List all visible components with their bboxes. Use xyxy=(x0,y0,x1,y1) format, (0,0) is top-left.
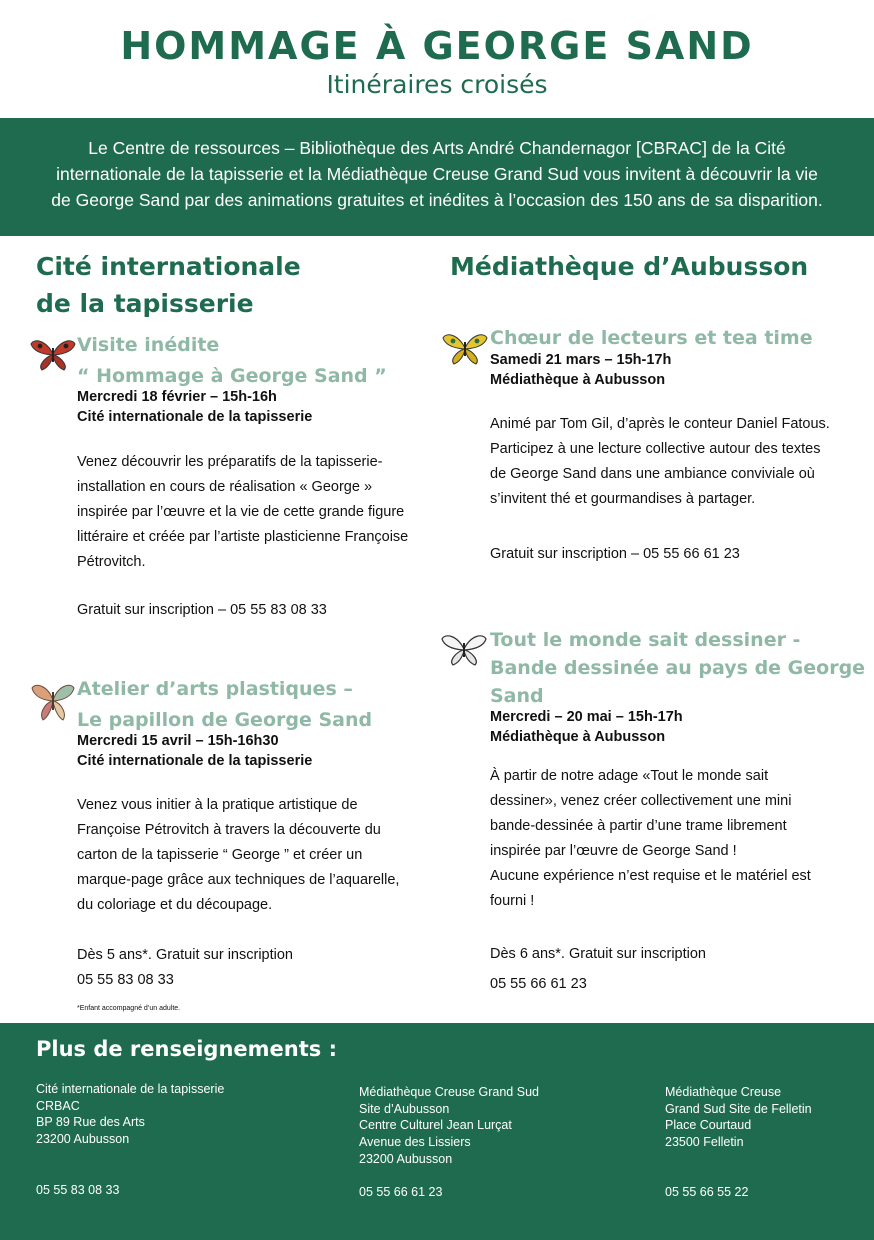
event-title-line: Bande dessinée au pays de George xyxy=(490,657,866,679)
event-title-line: Visite inédite xyxy=(77,334,220,356)
event-title-line: “ Hommage à George Sand ” xyxy=(77,365,387,387)
left-column-title-line: de la tapisserie xyxy=(36,289,254,318)
event-title xyxy=(77,675,372,735)
event-place: Cité internationale de la tapisserie xyxy=(77,409,313,425)
footer xyxy=(0,1023,874,1240)
event-place: Cité internationale de la tapisserie xyxy=(77,753,313,769)
left-column-title-line: Cité internationale xyxy=(36,252,301,281)
red-butterfly-icon xyxy=(30,336,76,372)
event-info xyxy=(77,598,327,623)
address-line: 23200 Aubusson xyxy=(36,1132,130,1147)
page-subtitle: Itinéraires croisés xyxy=(326,70,548,99)
event-description-line: Aucune expérience n’est requise et le matériel est xyxy=(490,868,811,884)
address-line: Centre Culturel Jean Lurçat xyxy=(359,1118,512,1133)
address-line: Place Courtaud xyxy=(665,1118,752,1133)
address-phone: 05 55 66 55 22 xyxy=(665,1185,749,1199)
address-line: Grand Sud Site de Felletin xyxy=(665,1101,812,1116)
event-description xyxy=(490,412,830,512)
event-description-line: fourni ! xyxy=(490,893,535,909)
event-date: Mercredi 15 avril – 15h-16h30 xyxy=(77,733,279,749)
event-description-line: s’invitent thé et gourmandises à partager. xyxy=(490,491,756,507)
event-meta xyxy=(77,387,312,427)
event-meta xyxy=(77,731,312,771)
event-description-line: Venez découvrir les préparatifs de la tapisserie- xyxy=(77,454,383,470)
event-title-line: Atelier d’arts plastiques – xyxy=(77,678,353,700)
event-info xyxy=(490,939,706,999)
event-description xyxy=(77,793,399,918)
event-description-line: carton de la tapisserie “ George ” et créer un xyxy=(77,847,363,863)
address-block xyxy=(36,1081,224,1148)
address-line: Médiathèque Creuse Grand Sud xyxy=(359,1085,539,1099)
address-line: Site d’Aubusson xyxy=(359,1101,450,1116)
event-description-line: Venez vous initier à la pratique artistique de xyxy=(77,797,358,813)
address-line: Cité internationale de la tapisserie xyxy=(36,1082,225,1096)
address-phone: 05 55 66 61 23 xyxy=(359,1185,443,1199)
address-line: Avenue des Lissiers xyxy=(359,1135,471,1150)
event-info-line: 05 55 83 08 33 xyxy=(77,972,174,988)
event-description xyxy=(490,764,811,914)
page-title: HOMMAGE À GEORGE SAND xyxy=(120,24,754,68)
event-description-line: marque-page grâce aux techniques de l’aquarelle, xyxy=(77,872,400,888)
intro-line: internationale de la tapisserie et la Médiathèque Creuse Grand Sud vous invitent à découvrir la vie xyxy=(56,164,818,184)
address-line: 23500 Felletin xyxy=(665,1135,744,1150)
event-info xyxy=(490,542,740,567)
event-description-line: du coloriage et du découpage. xyxy=(77,897,273,913)
event-title xyxy=(490,324,813,353)
event-info-line: 05 55 66 61 23 xyxy=(490,976,587,992)
footnote: *Enfant accompagné d’un adulte. xyxy=(77,1005,181,1012)
right-column-title: Médiathèque d’Aubusson xyxy=(450,252,809,281)
event-description-line: inspirée par l’œuvre et la vie de cette grande figure xyxy=(77,504,405,520)
footer-title: Plus de renseignements : xyxy=(36,1037,337,1061)
event-description-line: littéraire et créée par l’artiste plasticienne Françoise xyxy=(77,529,409,545)
event-info-line: Dès 6 ans*. Gratuit sur inscription xyxy=(490,946,706,962)
event-description-line: dessiner», venez créer collectivement une mini xyxy=(490,793,792,809)
event-title-line: Sand xyxy=(490,685,544,707)
event-description-line: Participez à une lecture collective autour des textes xyxy=(490,441,821,457)
intro-band xyxy=(0,118,874,236)
yellow-butterfly-icon xyxy=(442,330,488,366)
address-line: BP 89 Rue des Arts xyxy=(36,1115,145,1130)
watercolor-butterfly-icon xyxy=(30,680,76,722)
event-title xyxy=(77,331,387,391)
event-info xyxy=(77,943,293,993)
event-description-line: de George Sand dans une ambiance conviviale où xyxy=(490,466,815,482)
event-info-line: Gratuit sur inscription – 05 55 83 08 33 xyxy=(77,602,327,618)
intro-line: de George Sand par des animations gratuites et inédites à l’occasion des 150 ans de sa disparition. xyxy=(51,190,823,210)
intro-line: Le Centre de ressources – Bibliothèque des Arts André Chandernagor [CBRAC] de la Cité xyxy=(88,138,786,158)
address-line: CRBAC xyxy=(36,1098,80,1113)
left-column-title xyxy=(36,248,301,322)
event-description-line: installation en cours de réalisation « George » xyxy=(77,479,373,495)
event-title-line: Le papillon de George Sand xyxy=(77,709,373,731)
event-place: Médiathèque à Aubusson xyxy=(490,372,666,388)
event-date: Samedi 21 mars – 15h-17h xyxy=(490,352,672,368)
event-description-line: Françoise Pétrovitch à travers la découverte du xyxy=(77,822,381,838)
address-block xyxy=(359,1084,539,1168)
event-info-line: Gratuit sur inscription – 05 55 66 61 23 xyxy=(490,546,740,562)
event-description-line: inspirée par l’œuvre de George Sand ! xyxy=(490,843,737,859)
event-description-line: Animé par Tom Gil, d’après le conteur Daniel Fatous. xyxy=(490,416,830,432)
event-description xyxy=(77,450,408,575)
event-meta xyxy=(490,707,683,747)
event-date: Mercredi – 20 mai – 15h-17h xyxy=(490,709,683,725)
address-phone: 05 55 83 08 33 xyxy=(36,1183,120,1197)
address-block xyxy=(665,1084,812,1151)
event-title-line: Chœur de lecteurs et tea time xyxy=(490,327,813,349)
event-title-line: Tout le monde sait dessiner - xyxy=(490,629,801,651)
event-info-line: Dès 5 ans*. Gratuit sur inscription xyxy=(77,947,293,963)
white-butterfly-icon xyxy=(441,631,487,667)
event-meta xyxy=(490,350,671,390)
event-date: Mercredi 18 février – 15h-16h xyxy=(77,389,277,405)
address-line: Médiathèque Creuse xyxy=(665,1085,782,1099)
event-description-line: bande-dessinée à partir d’une trame librement xyxy=(490,818,787,834)
event-description-line: À partir de notre adage «Tout le monde sait xyxy=(490,768,769,784)
event-place: Médiathèque à Aubusson xyxy=(490,729,666,745)
event-title xyxy=(490,626,865,710)
address-line: 23200 Aubusson xyxy=(359,1151,453,1166)
event-description-line: Pétrovitch. xyxy=(77,554,146,570)
